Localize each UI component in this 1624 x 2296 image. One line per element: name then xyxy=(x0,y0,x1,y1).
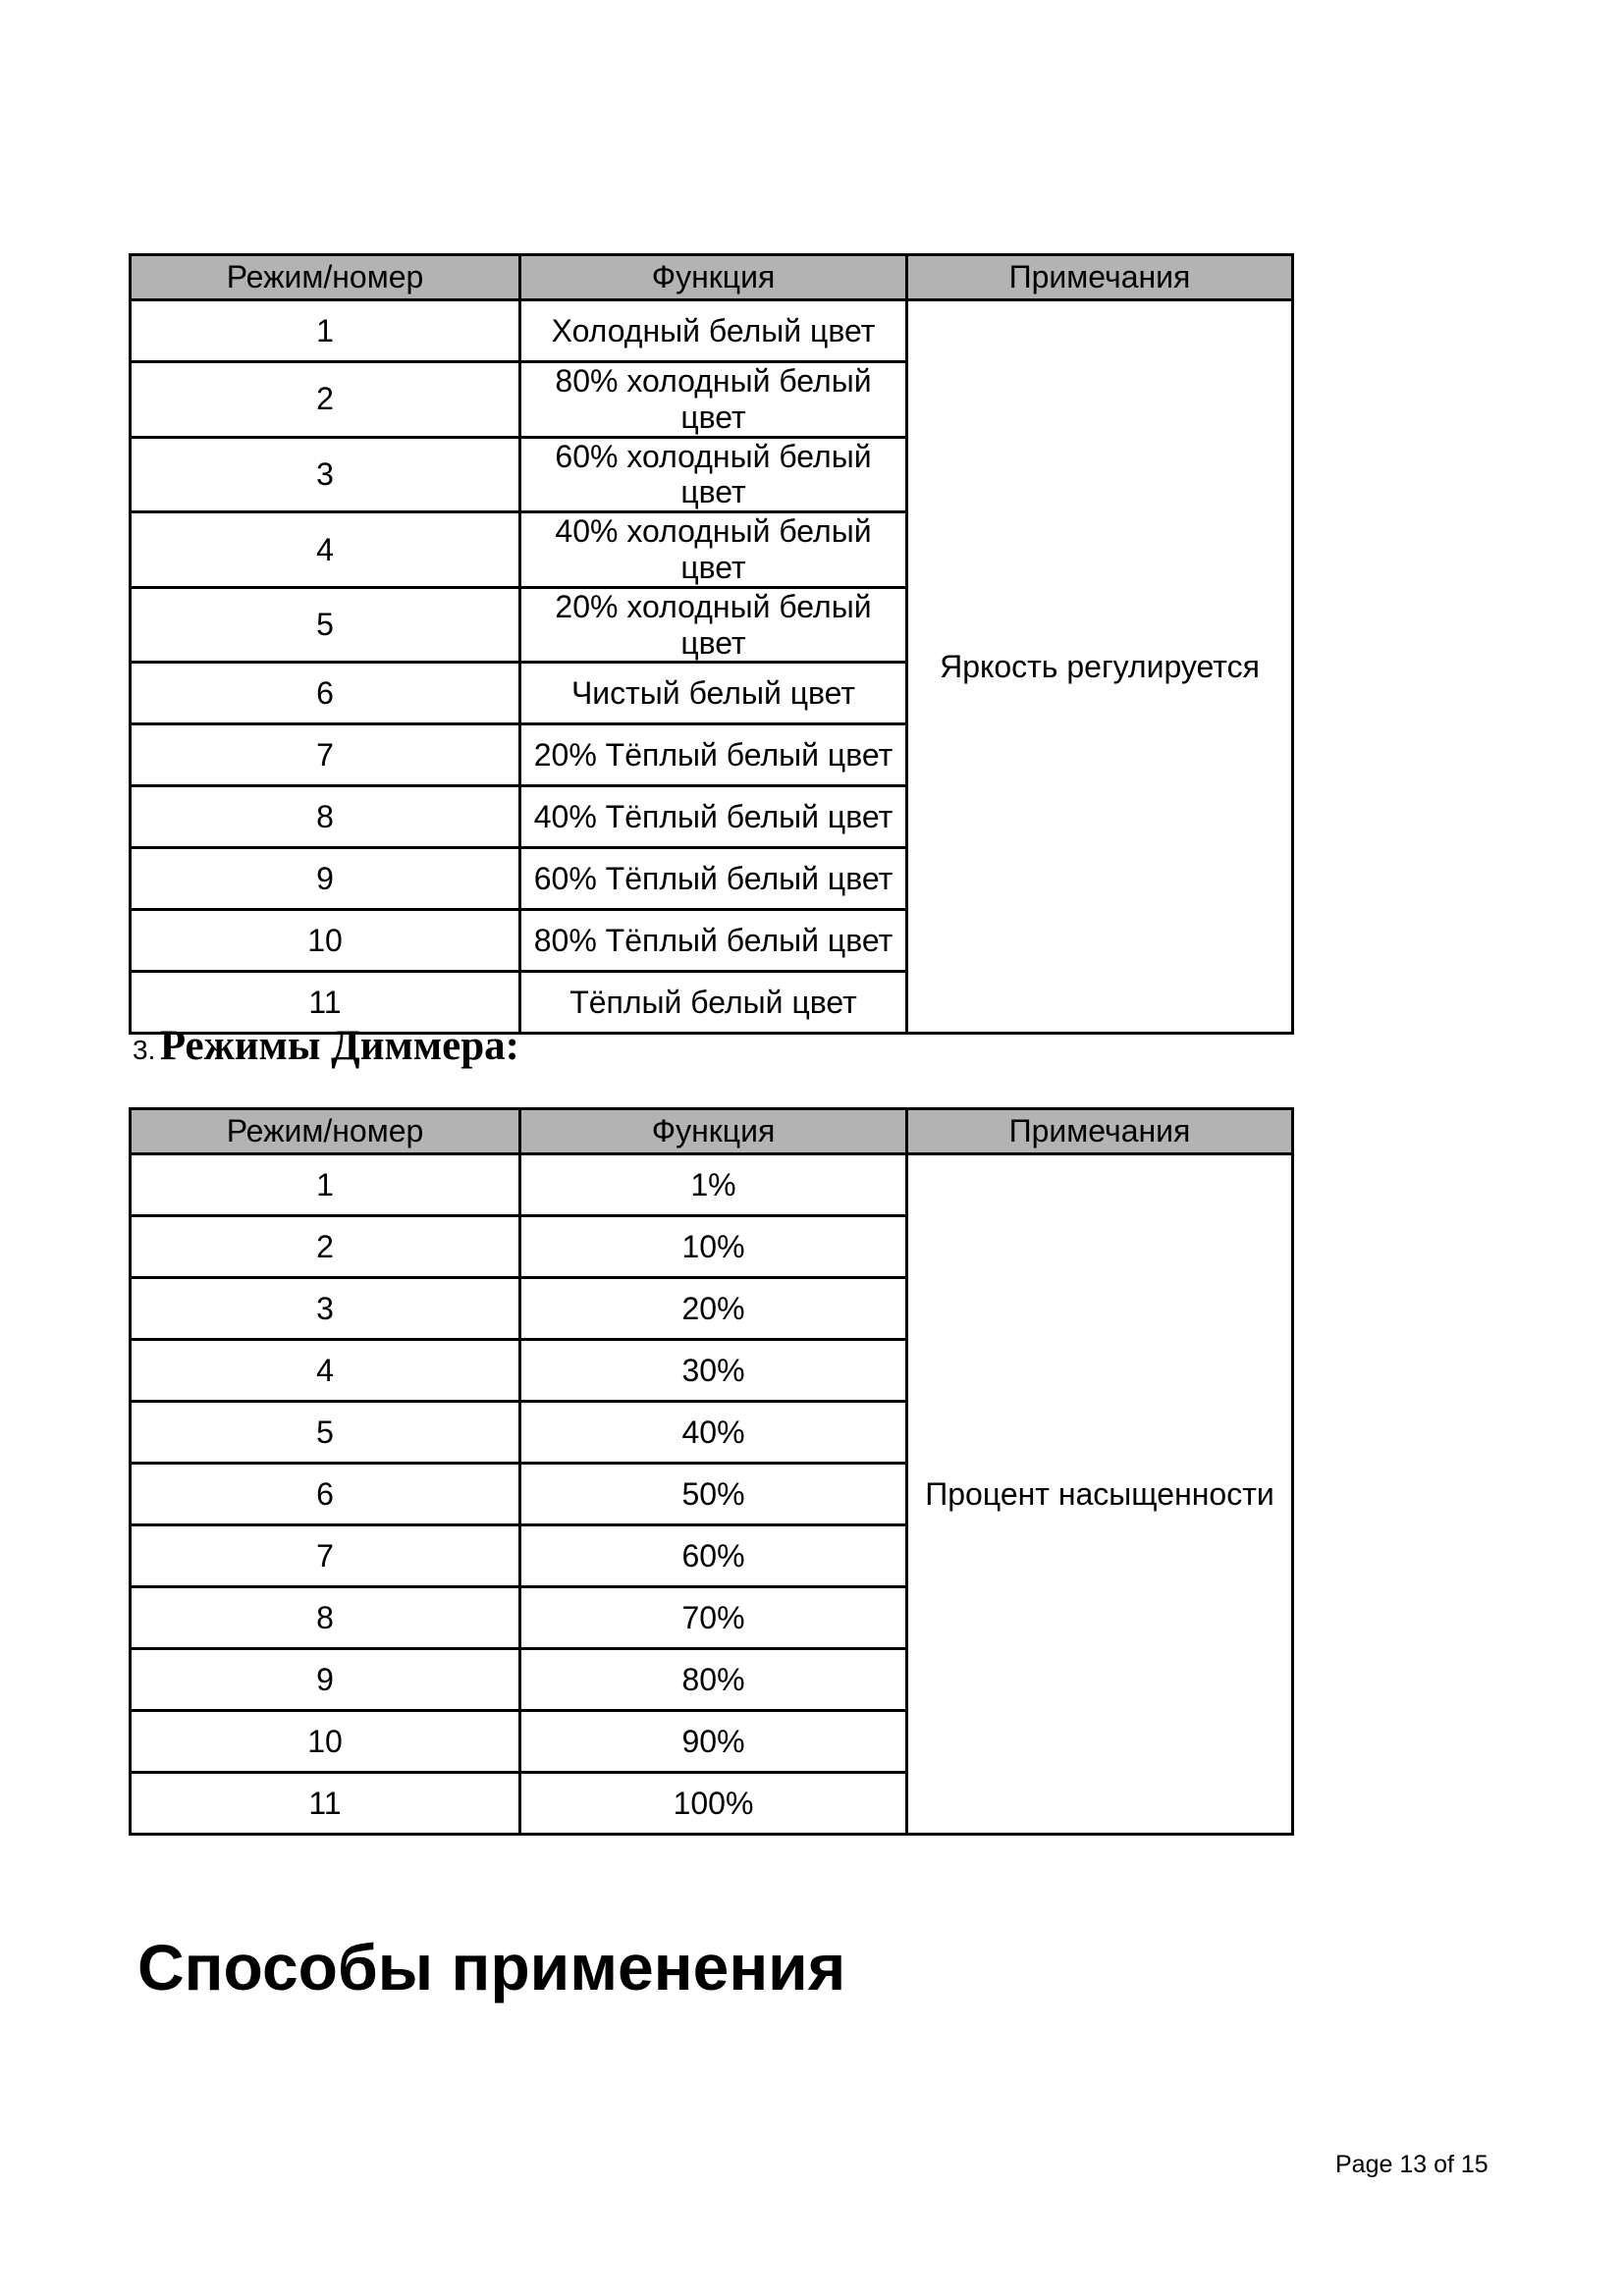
function-cell: 90% xyxy=(520,1711,907,1773)
mode-number-cell: 3 xyxy=(131,1278,520,1340)
function-cell: 70% xyxy=(520,1587,907,1649)
mode-number-cell: 11 xyxy=(131,972,520,1034)
table-body xyxy=(131,300,1293,1034)
mode-number-cell: 8 xyxy=(131,1587,520,1649)
mode-number-cell: 1 xyxy=(131,1154,520,1216)
section-number: 3. xyxy=(133,1035,156,1065)
column-header-function: Функция xyxy=(520,255,907,300)
mode-number-cell: 2 xyxy=(131,362,520,438)
function-cell: Холодный белый цвет xyxy=(520,300,907,362)
mode-number-cell: 9 xyxy=(131,1649,520,1711)
section-title: Режимы Диммера: xyxy=(159,1023,519,1069)
mode-number-cell: 5 xyxy=(131,587,520,663)
mode-number-cell: 4 xyxy=(131,1340,520,1402)
table-row xyxy=(131,1154,1293,1216)
function-cell: 100% xyxy=(520,1773,907,1835)
function-cell: 40% Тёплый белый цвет xyxy=(520,786,907,848)
main-heading: Способы применения xyxy=(137,1931,846,2003)
mode-number-cell: 2 xyxy=(131,1216,520,1278)
function-cell: 80% xyxy=(520,1649,907,1711)
notes-merged-cell: Процент насыщенности xyxy=(907,1154,1293,1835)
column-header-notes: Примечания xyxy=(907,1109,1293,1154)
mode-number-cell: 5 xyxy=(131,1402,520,1464)
table-body xyxy=(131,1154,1293,1835)
mode-number-cell: 7 xyxy=(131,724,520,786)
table-header-row xyxy=(131,1109,1293,1154)
function-cell: 60% холодный белый цвет xyxy=(520,437,907,512)
mode-number-cell: 10 xyxy=(131,1711,520,1773)
function-cell: 80% Тёплый белый цвет xyxy=(520,910,907,972)
function-cell: 1% xyxy=(520,1154,907,1216)
function-cell: 40% xyxy=(520,1402,907,1464)
function-cell: 20% Тёплый белый цвет xyxy=(520,724,907,786)
column-header-mode-number: Режим/номер xyxy=(131,1109,520,1154)
mode-number-cell: 4 xyxy=(131,512,520,588)
function-cell: 20% xyxy=(520,1278,907,1340)
mode-number-cell: 6 xyxy=(131,1464,520,1525)
table-header-row xyxy=(131,255,1293,300)
mode-number-cell: 8 xyxy=(131,786,520,848)
function-cell: 80% холодный белый цвет xyxy=(520,362,907,438)
table-row xyxy=(131,300,1293,362)
notes-merged-cell: Яркость регулируется xyxy=(907,300,1293,1034)
mode-number-cell: 9 xyxy=(131,848,520,910)
section-heading xyxy=(133,1022,519,1070)
column-header-function: Функция xyxy=(520,1109,907,1154)
mode-number-cell: 6 xyxy=(131,663,520,724)
function-cell: 10% xyxy=(520,1216,907,1278)
mode-number-cell: 10 xyxy=(131,910,520,972)
function-cell: 20% холодный белый цвет xyxy=(520,587,907,663)
mode-number-cell: 7 xyxy=(131,1525,520,1587)
function-cell: 50% xyxy=(520,1464,907,1525)
mode-number-cell: 11 xyxy=(131,1773,520,1835)
mode-number-cell: 3 xyxy=(131,437,520,512)
function-cell: 30% xyxy=(520,1340,907,1402)
white-color-modes-table xyxy=(129,253,1294,1035)
mode-number-cell: 1 xyxy=(131,300,520,362)
column-header-mode-number: Режим/номер xyxy=(131,255,520,300)
function-cell: 60% xyxy=(520,1525,907,1587)
page-number-footer: Page 13 of 15 xyxy=(1335,2151,1489,2178)
function-cell: 60% Тёплый белый цвет xyxy=(520,848,907,910)
function-cell: Чистый белый цвет xyxy=(520,663,907,724)
dimmer-modes-table xyxy=(129,1107,1294,1836)
column-header-notes: Примечания xyxy=(907,255,1293,300)
function-cell: Тёплый белый цвет xyxy=(520,972,907,1034)
function-cell: 40% холодный белый цвет xyxy=(520,512,907,588)
